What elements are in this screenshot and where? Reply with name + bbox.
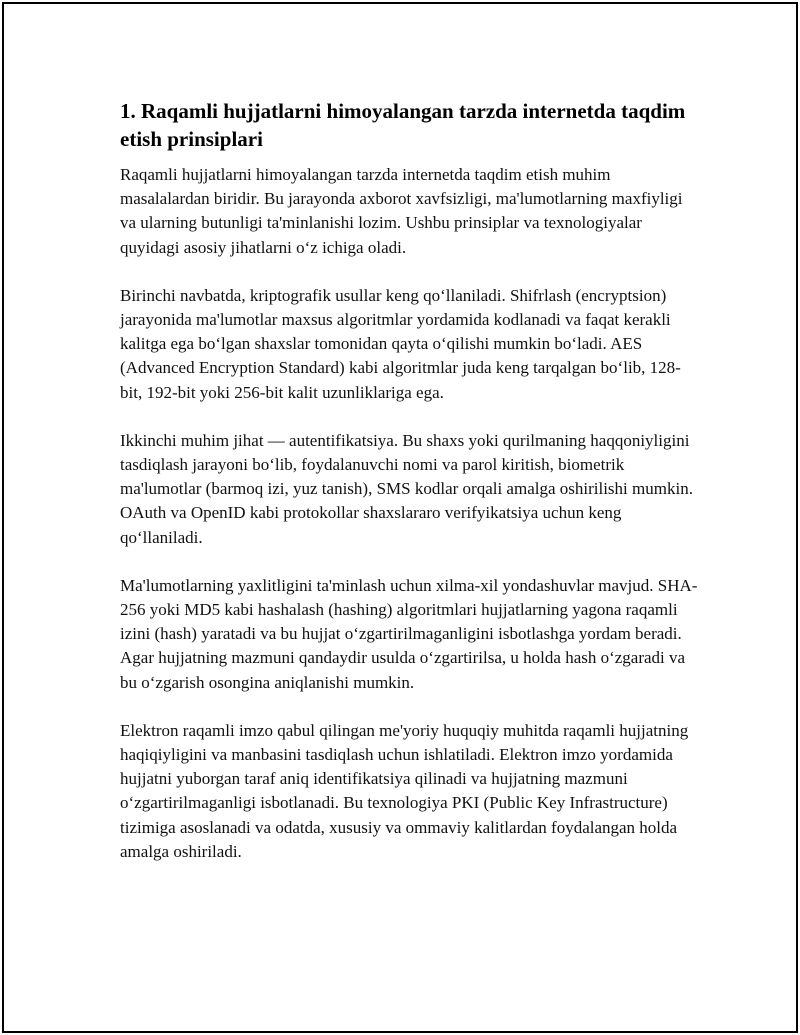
- paragraph-authentication: Ikkinchi muhim jihat — autentifikatsiya. Bu shaxs yoki qurilmaning haqqoniyligini tasdiqlash jarayoni boʻlib, foydalanuvchi nomi va parol kiritish, biometrik ma'lumotlar (barmoq izi, yuz tanish), SMS kodlar orqali amalga oshirilishi mumkin. OAuth va OpenID kabi protokollar shaxslararo verifyikatsiya uchun keng qoʻllaniladi.: [120, 430, 693, 547]
- paragraph-cryptography: Birinchi navbatda, kriptografik usullar keng qoʻllaniladi. Shifrlash (encryptsion) jarayonida ma'lumotlar maxsus algoritmlar yordamida kodlanadi va faqat kerakli kalitga ega boʻlgan shaxslar tomonidan qayta oʻqilishi mumkin boʻladi. AES (Advanced Encryption Standard) kabi algoritmlar juda keng tarqalgan boʻlib, 128-bit, 192-bit yoki 256-bit kalit uzunliklariga ega.: [120, 285, 681, 402]
- document-body: [120, 97, 700, 888]
- paragraph-digital-signature: Elektron raqamli imzo qabul qilingan me'yoriy huquqiy muhitda raqamli hujjatning haqiqiyligini va manbasini tasdiqlash uchun ishlatiladi. Elektron imzo yordamida hujjatni yuborgan taraf aniq identifikatsiya qilinadi va hujjatning mazmuni oʻzgartirilmaganligi isbotlanadi. Bu texnologiya PKI (Public Key Infrastructure) tizimiga asoslanadi va odatda, xususiy va ommaviy kalitlardan foydalangan holda amalga oshiriladi.: [120, 720, 689, 861]
- page-frame: [2, 2, 798, 1033]
- paragraph-intro: Raqamli hujjatlarni himoyalangan tarzda internetda taqdim etish muhim masalalardan biridir. Bu jarayonda axborot xavfsizligi, ma'lumotlarning maxfiyligi va ularning butunligi ta'minlanishi lozim. Ushbu prinsiplar va texnologiyalar quyidagi asosiy jihatlarni oʻz ichiga oladi.: [120, 165, 683, 257]
- section-heading: 1. Raqamli hujjatlarni himoyalangan tarzda internetda taqdim etish prinsiplari: [120, 99, 686, 151]
- paragraph-integrity: Ma'lumotlarning yaxlitligini ta'minlash uchun xilma-xil yondashuvlar mavjud. SHA-256 yoki MD5 kabi hashalash (hashing) algoritmlari hujjatlarning yagona raqamli izini (hash) yaratadi va bu hujjat oʻzgartirilmaganligini isbotlashga yordam beradi. Agar hujjatning mazmuni qandaydir usulda oʻzgartirilsa, u holda hash oʻzgaradi va bu oʻzgarish osongina aniqlanishi mumkin.: [120, 575, 698, 692]
